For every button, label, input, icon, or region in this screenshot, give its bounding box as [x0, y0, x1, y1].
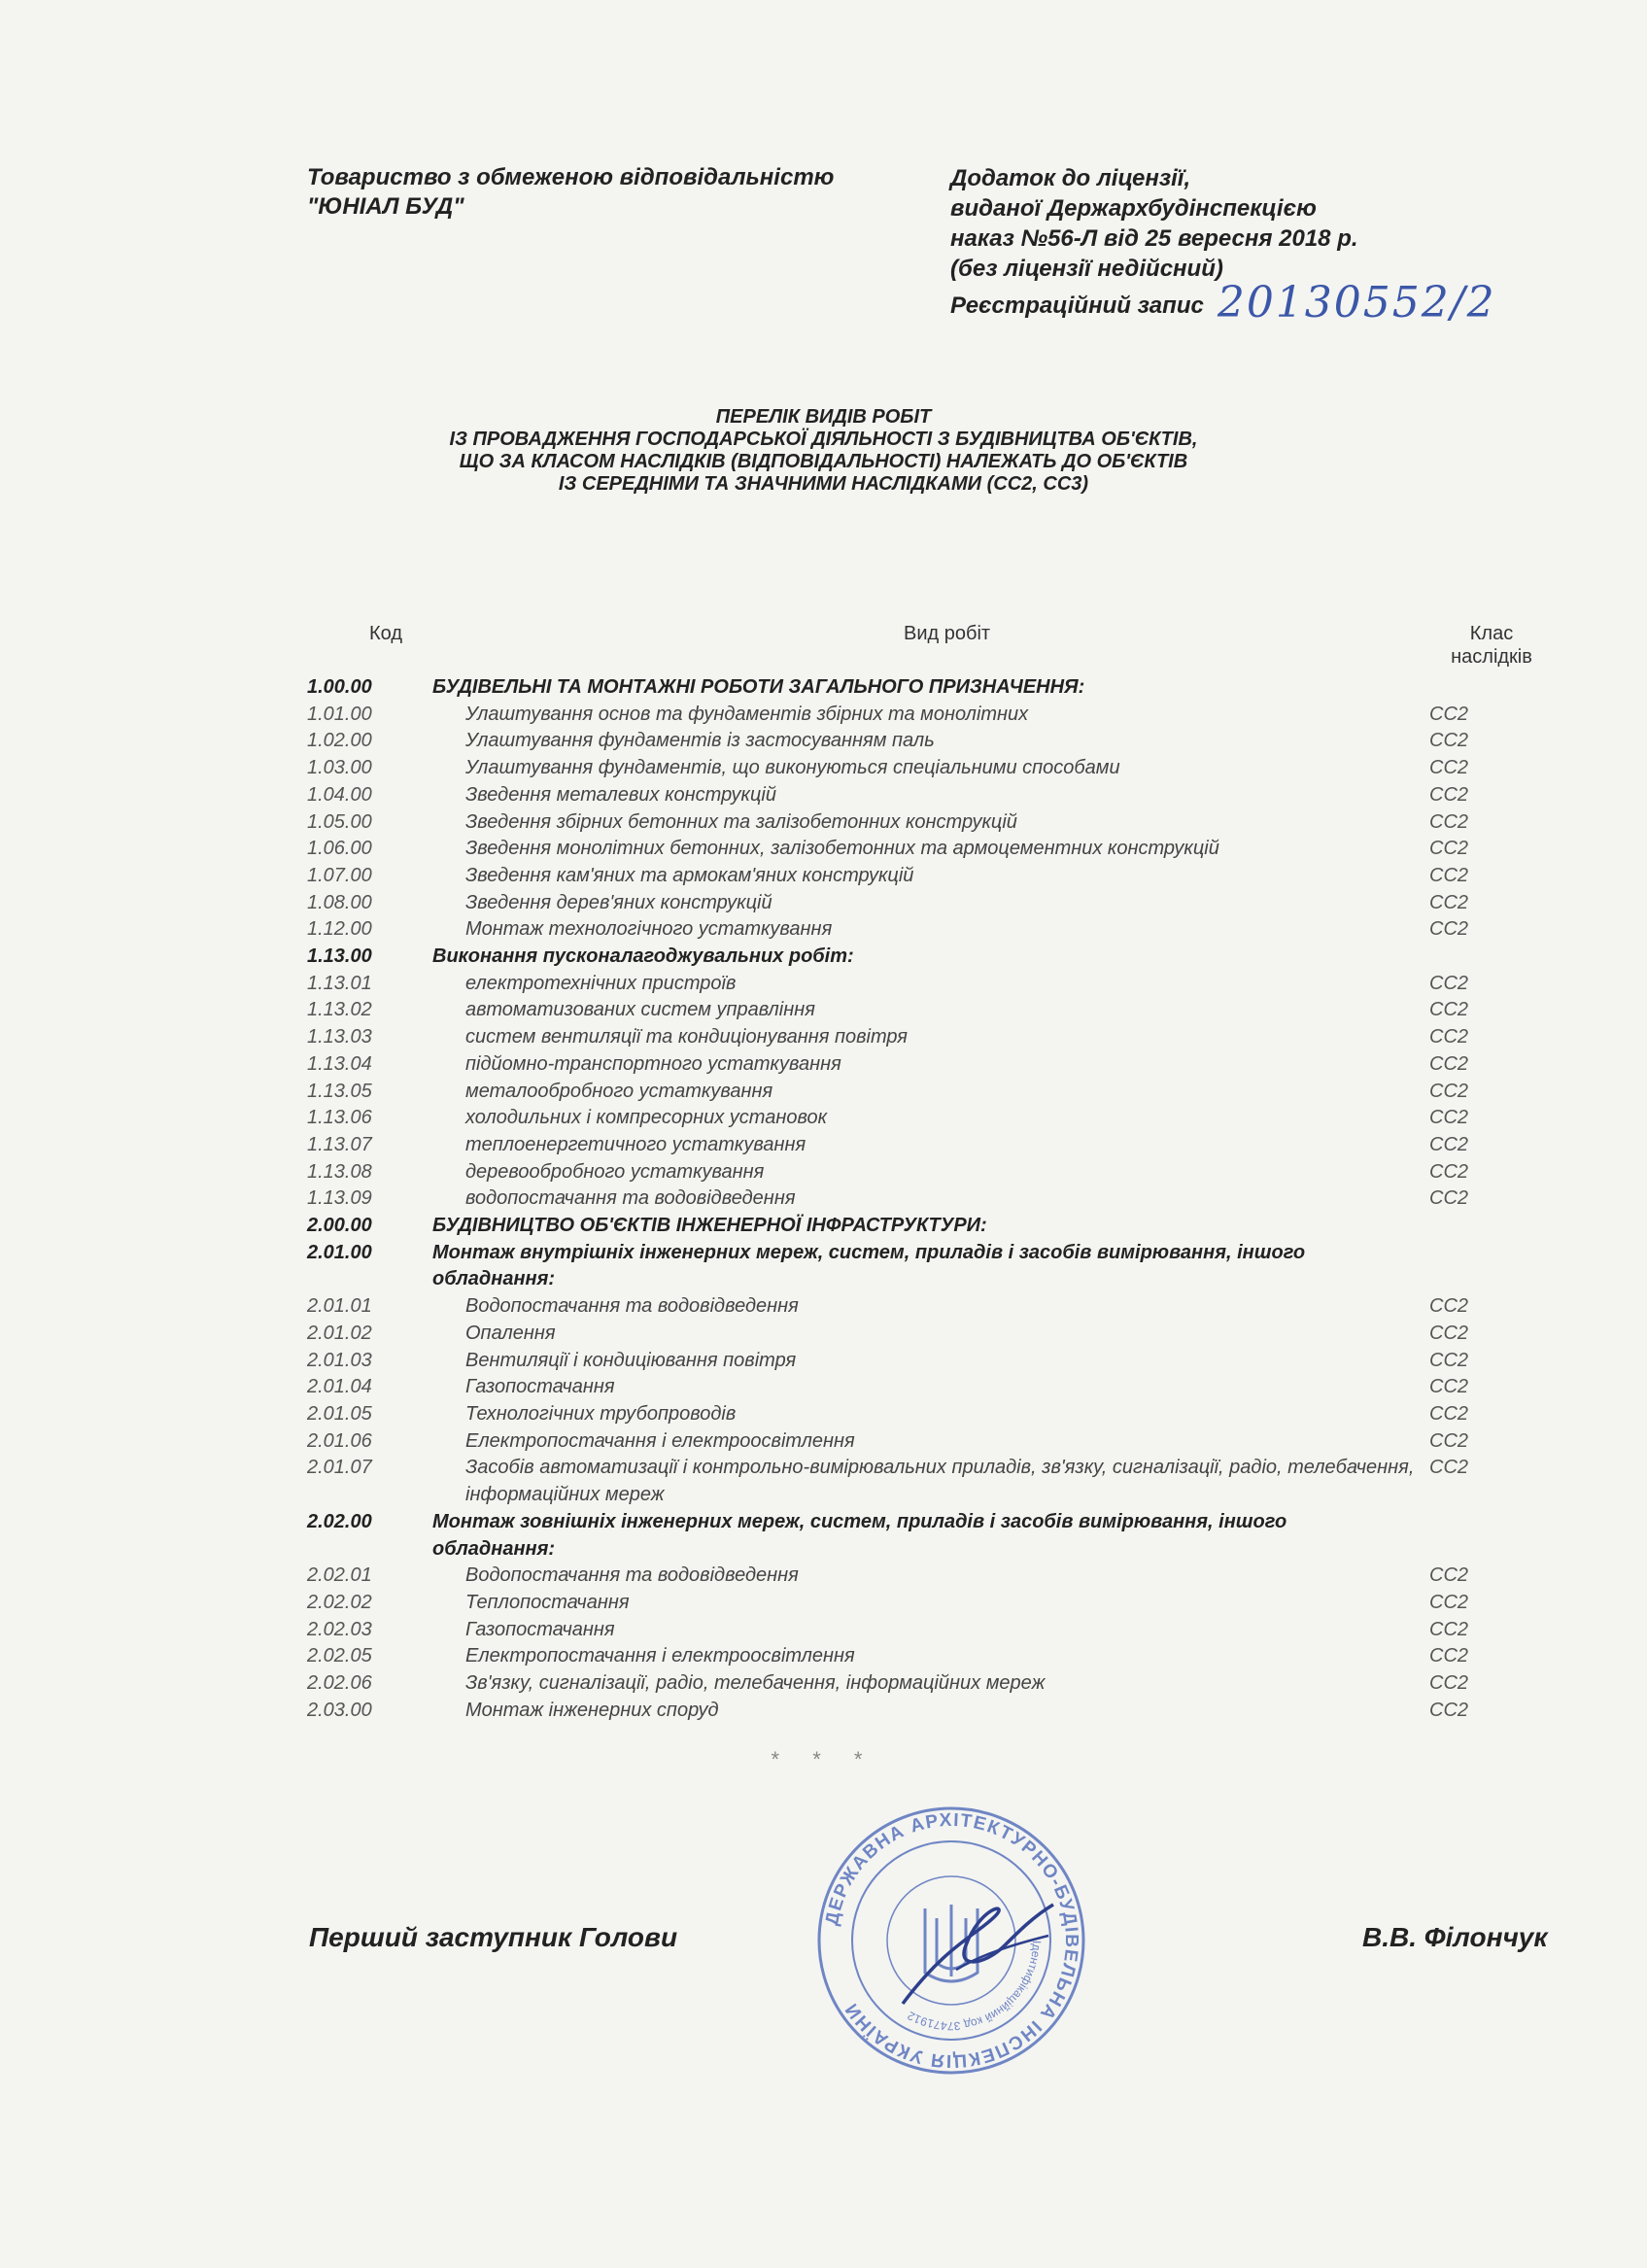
row-consequence-class: СС2 [1429, 1295, 1469, 1318]
row-work-name: БУДІВЕЛЬНІ ТА МОНТАЖНІ РОБОТИ ЗАГАЛЬНОГО ПРИЗНАЧЕННЯ: [432, 676, 1085, 698]
row-work-name: Опалення [465, 1322, 556, 1344]
table-row [307, 1321, 1561, 1348]
row-work-name: Зведення дерев'яних конструкцій [465, 891, 772, 913]
registration-number: 20130552/2 [1217, 278, 1496, 327]
table-row [307, 1401, 1561, 1428]
row-code: 1.13.00 [307, 945, 372, 968]
row-consequence-class: СС2 [1429, 1402, 1469, 1425]
row-work-name: Електропостачання і електроосвітлення [465, 1645, 855, 1667]
table-row [307, 1643, 1561, 1670]
row-consequence-class: СС2 [1429, 891, 1469, 913]
row-code: 2.01.02 [307, 1322, 372, 1344]
row-consequence-class: СС2 [1429, 1429, 1469, 1452]
appendix-line1: Додаток до ліцензії, [950, 165, 1191, 191]
row-code: 2.02.06 [307, 1672, 372, 1695]
row-code: 1.08.00 [307, 891, 372, 913]
row-code: 1.13.04 [307, 1052, 372, 1075]
row-consequence-class: СС2 [1429, 703, 1469, 725]
row-consequence-class: СС2 [1429, 864, 1469, 886]
column-header-class-line1: Клас [1469, 623, 1514, 644]
row-code: 1.03.00 [307, 757, 372, 779]
row-consequence-class: СС2 [1429, 1187, 1469, 1210]
table-row [307, 1293, 1561, 1321]
table-row [307, 809, 1561, 837]
row-work-name: Вентиляції і кондиціювання повітря [465, 1349, 797, 1371]
table-row [307, 1455, 1561, 1508]
row-code: 1.04.00 [307, 783, 372, 806]
row-work-name: деревообробного устаткування [465, 1160, 765, 1183]
row-consequence-class: СС2 [1429, 1080, 1469, 1102]
row-consequence-class: СС2 [1429, 757, 1469, 779]
row-work-name: Монтаж технологічного устаткування [465, 918, 833, 941]
row-consequence-class: СС2 [1429, 1618, 1469, 1640]
row-code: 1.05.00 [307, 810, 372, 833]
table-row [307, 1105, 1561, 1132]
row-work-name: електротехнічних пристроїв [465, 972, 737, 994]
row-consequence-class: СС2 [1429, 1457, 1469, 1479]
table-row [307, 1590, 1561, 1617]
table-section-row [307, 674, 1561, 702]
official-seal [810, 1800, 1092, 2081]
row-work-name: Монтаж внутрішніх інженерних мереж, систем, приладів і засобів вимірювання, іншого обладнання: [432, 1241, 1306, 1290]
row-code: 2.02.05 [307, 1645, 372, 1667]
table-row [307, 1159, 1561, 1186]
table-row [307, 863, 1561, 890]
row-consequence-class: СС2 [1429, 1591, 1469, 1613]
row-code: 2.02.00 [307, 1510, 372, 1532]
row-work-name: водопостачання та водовідведення [465, 1187, 796, 1210]
table-row [307, 728, 1561, 755]
row-work-name: металообробного устаткування [465, 1080, 773, 1102]
row-work-name: Монтаж зовнішніх інженерних мереж, систем, приладів і засобів вимірювання, іншого обладнання: [432, 1510, 1287, 1560]
table-row [307, 1079, 1561, 1106]
row-code: 1.13.02 [307, 999, 372, 1021]
table-section-row [307, 1509, 1561, 1563]
row-code: 1.13.08 [307, 1160, 372, 1183]
row-work-name: Улаштування основ та фундаментів збірних та монолітних [465, 703, 1029, 725]
row-code: 2.02.01 [307, 1564, 372, 1587]
table-row [307, 916, 1561, 944]
table-row [307, 782, 1561, 809]
row-code: 2.01.05 [307, 1402, 372, 1425]
row-work-name: Засобів автоматизації і контрольно-вимірювальних приладів, зв'язку, сигналізації, радіо, телебачення, інформаційних мереж [465, 1457, 1415, 1506]
row-code: 1.13.06 [307, 1107, 372, 1129]
row-consequence-class: СС2 [1429, 1107, 1469, 1129]
row-consequence-class: СС2 [1429, 999, 1469, 1021]
table-section-row [307, 1240, 1561, 1293]
row-code: 2.01.03 [307, 1349, 372, 1371]
row-work-name: Улаштування фундаментів із застосуванням паль [465, 730, 935, 752]
row-code: 2.02.03 [307, 1618, 372, 1640]
table-row [307, 1670, 1561, 1698]
table-row [307, 1374, 1561, 1401]
table-row [307, 1428, 1561, 1456]
row-code: 1.01.00 [307, 703, 372, 725]
signatory-name: В.В. Філончук [1362, 1922, 1548, 1952]
table-row [307, 755, 1561, 782]
appendix-line2: виданої Держархбудінспекцією [950, 195, 1317, 222]
row-consequence-class: СС2 [1429, 783, 1469, 806]
row-work-name: Зведення збірних бетонних та залізобетонних конструкцій [465, 810, 1017, 833]
row-work-name: Виконання пусконалагоджувальних робіт: [432, 945, 854, 968]
row-consequence-class: СС2 [1429, 1376, 1469, 1398]
row-consequence-class: СС2 [1429, 838, 1469, 860]
table-row [307, 836, 1561, 863]
title-line3: ЩО ЗА КЛАСОМ НАСЛІДКІВ (ВІДПОВІДАЛЬНОСТІ) НАЛЕЖАТЬ ДО ОБ'ЄКТІВ [459, 451, 1188, 472]
table-row [307, 971, 1561, 998]
appendix-validity: (без ліцензії недійсний) [950, 256, 1223, 282]
row-work-name: Електропостачання і електроосвітлення [465, 1429, 855, 1452]
title-line4: ІЗ СЕРЕДНІМИ ТА ЗНАЧНИМИ НАСЛІДКАМИ (СС2, СС3) [558, 473, 1089, 495]
row-work-name: автоматизованих систем управління [465, 999, 815, 1021]
row-code: 1.13.09 [307, 1187, 372, 1210]
table-row [307, 997, 1561, 1024]
row-code: 2.01.04 [307, 1376, 372, 1398]
row-code: 2.01.01 [307, 1295, 372, 1318]
column-header-work: Вид робіт [904, 623, 991, 644]
column-header-code: Код [369, 623, 403, 644]
separator-stars: * * * [771, 1747, 876, 1771]
column-header-class-line2: наслідків [1451, 646, 1532, 668]
table-row [307, 1617, 1561, 1644]
document-title [0, 406, 1647, 496]
row-consequence-class: СС2 [1429, 1052, 1469, 1075]
table-row [307, 702, 1561, 729]
table-row [307, 890, 1561, 917]
table-row [307, 1132, 1561, 1159]
row-work-name: підйомно-транспортного устаткування [465, 1052, 841, 1075]
row-work-name: Зведення монолітних бетонних, залізобетонних та армоцементних конструкцій [465, 838, 1219, 860]
row-work-name: Газопостачання [465, 1618, 615, 1640]
row-code: 2.01.06 [307, 1429, 372, 1452]
table-section-row [307, 1213, 1561, 1240]
appendix-block [950, 163, 1496, 327]
row-consequence-class: СС2 [1429, 730, 1469, 752]
table-row [307, 1024, 1561, 1051]
table-row [307, 1186, 1561, 1213]
table-section-row [307, 944, 1561, 971]
row-code: 1.00.00 [307, 676, 372, 698]
row-consequence-class: СС2 [1429, 1672, 1469, 1695]
row-code: 1.13.05 [307, 1080, 372, 1102]
row-code: 2.00.00 [307, 1215, 372, 1237]
appendix-order: наказ №56-Л від 25 вересня 2018 р. [950, 225, 1358, 252]
licensee-block [307, 163, 834, 222]
column-header-class [1438, 622, 1545, 669]
licensee-line1: Товариство з обмеженою відповідальністю [307, 164, 835, 190]
row-work-name: Улаштування фундаментів, що виконуються спеціальними способами [465, 757, 1120, 779]
row-work-name: Зв'язку, сигналізації, радіо, телебачення, інформаційних мереж [465, 1672, 1046, 1695]
row-code: 1.13.03 [307, 1026, 372, 1048]
table-row [307, 1051, 1561, 1079]
table-row [307, 1348, 1561, 1375]
row-work-name: Зведення кам'яних та армокам'яних конструкцій [465, 864, 914, 886]
row-consequence-class: СС2 [1429, 918, 1469, 941]
row-work-name: холодильних і компресорних установок [465, 1107, 828, 1129]
row-code: 1.13.07 [307, 1133, 372, 1155]
row-code: 2.02.02 [307, 1591, 372, 1613]
row-consequence-class: СС2 [1429, 810, 1469, 833]
row-code: 1.13.01 [307, 972, 372, 994]
row-code: 2.01.07 [307, 1457, 372, 1479]
row-consequence-class: СС2 [1429, 1133, 1469, 1155]
row-work-name: БУДІВНИЦТВО ОБ'ЄКТІВ ІНЖЕНЕРНОЇ ІНФРАСТРУКТУРИ: [432, 1215, 987, 1237]
row-consequence-class: СС2 [1429, 1699, 1469, 1721]
row-work-name: систем вентиляції та кондиціонування повітря [465, 1026, 908, 1048]
title-line1: ПЕРЕЛІК ВИДІВ РОБІТ [715, 406, 932, 428]
row-consequence-class: СС2 [1429, 1026, 1469, 1048]
row-consequence-class: СС2 [1429, 1160, 1469, 1183]
row-work-name: Водопостачання та водовідведення [465, 1564, 799, 1587]
row-code: 1.07.00 [307, 864, 372, 886]
table-row [307, 1563, 1561, 1590]
registration-label: Реєстраційний запис [950, 292, 1204, 319]
title-line2: ІЗ ПРОВАДЖЕННЯ ГОСПОДАРСЬКОЇ ДІЯЛЬНОСТІ З БУДІВНИЦТВА ОБ'ЄКТІВ, [449, 429, 1198, 450]
registration-record [950, 278, 1496, 327]
row-work-name: Монтаж інженерних споруд [465, 1699, 719, 1721]
row-work-name: Зведення металевих конструкцій [465, 783, 776, 806]
row-code: 1.02.00 [307, 730, 372, 752]
row-code: 1.12.00 [307, 918, 372, 941]
row-consequence-class: СС2 [1429, 1645, 1469, 1667]
signatory-position: Перший заступник Голови [309, 1922, 678, 1952]
row-work-name: Водопостачання та водовідведення [465, 1295, 799, 1318]
row-work-name: Теплопостачання [465, 1591, 630, 1613]
seal-inner-text: Ідентифікаційний код 37471912 [905, 1940, 1045, 2034]
row-consequence-class: СС2 [1429, 1349, 1469, 1371]
row-work-name: Технологічних трубопроводів [465, 1402, 737, 1425]
row-code: 1.06.00 [307, 838, 372, 860]
row-work-name: Газопостачання [465, 1376, 615, 1398]
licensee-name: "ЮНІАЛ БУД" [307, 193, 464, 220]
row-code: 2.03.00 [307, 1699, 372, 1721]
row-consequence-class: СС2 [1429, 1564, 1469, 1587]
row-work-name: теплоенергетичного устаткування [465, 1133, 806, 1155]
works-table [307, 674, 1561, 1724]
seal-outer-text: ДЕРЖАВНА АРХІТЕКТУРНО-БУДІВЕЛЬНА ІНСПЕКЦІЯ УКРАЇНИ [821, 1809, 1082, 2072]
row-consequence-class: СС2 [1429, 972, 1469, 994]
table-row [307, 1698, 1561, 1725]
row-code: 2.01.00 [307, 1241, 372, 1263]
row-consequence-class: СС2 [1429, 1322, 1469, 1344]
